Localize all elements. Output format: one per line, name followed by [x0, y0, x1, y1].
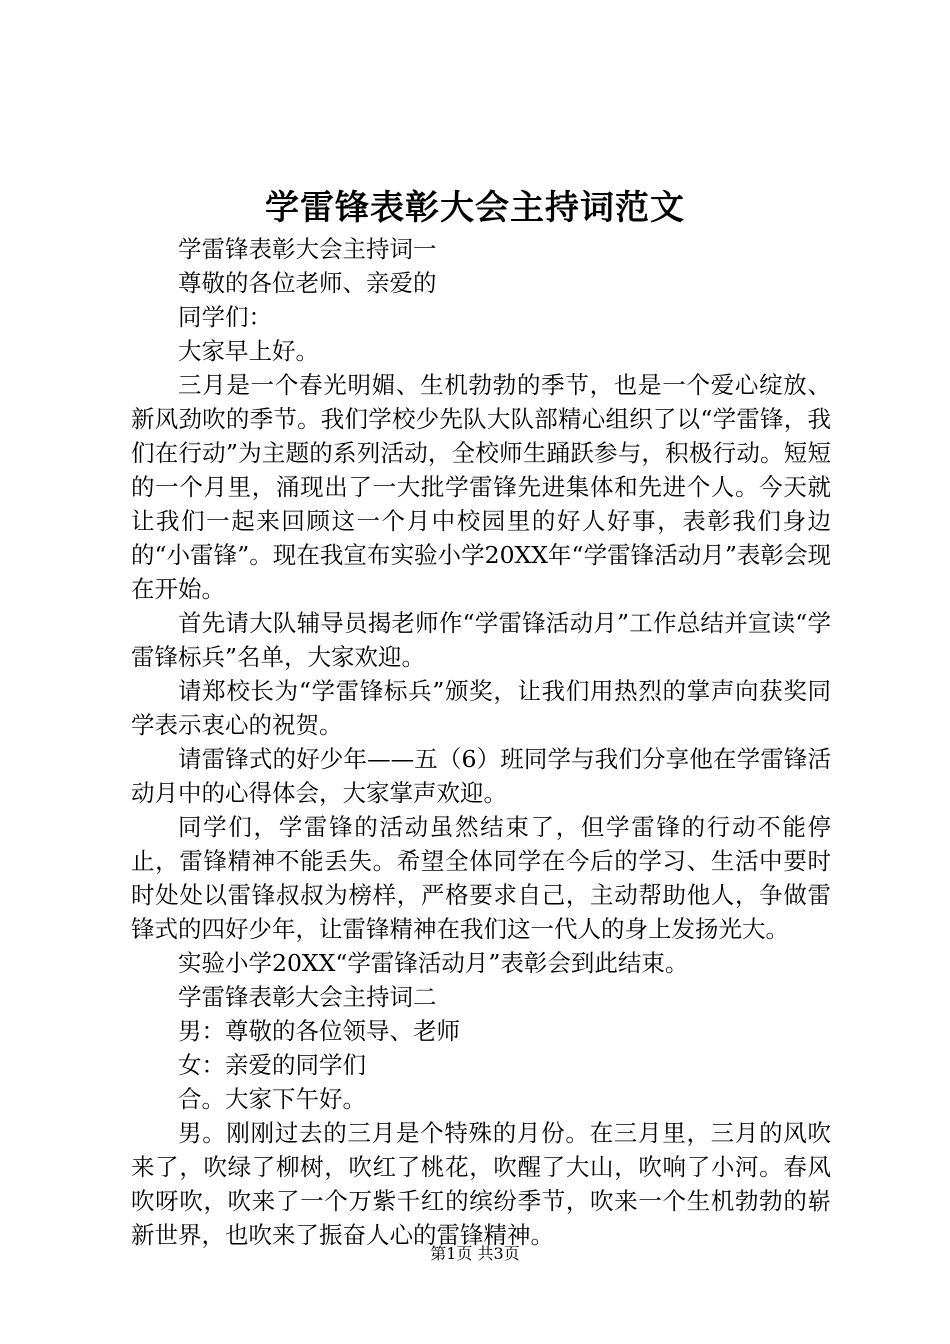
document-title: 学雷锋表彰大会主持词范文: [265, 188, 685, 228]
page-footer: 第1页 共3页: [430, 1244, 520, 1263]
paragraph: 三月是一个春光明媚、生机勃勃的季节，也是一个爱心绽放、新风劲吹的季节。我们学校少先队大队部精心组织了以“学雷锋，我们在行动”为主题的系列活动，全校师生踊跃参与，积极行动。短短的一个月里，涌现出了一大批学雷锋先进集体和先进个人。今天就让我们一起来回顾这一个月中校园里的好人好事，表彰我们身边的“小雷锋”。现在我宣布实验小学20XX年“学雷锋活动月”表彰会现在开始。: [131, 371, 831, 603]
paragraph: 女：亲爱的同学们: [178, 1051, 366, 1079]
paragraph: 学雷锋表彰大会主持词二: [178, 983, 437, 1011]
paragraph: 学雷锋表彰大会主持词一: [178, 235, 437, 263]
paragraph: 首先请大队辅导员揭老师作“学雷锋活动月”工作总结并宣读“学雷锋标兵”名单，大家欢迎。: [131, 609, 831, 671]
document-body: [131, 232, 831, 1252]
paragraph: 合。大家下午好。: [178, 1085, 366, 1113]
paragraph: 男：尊敬的各位领导、老师: [178, 1017, 460, 1045]
paragraph: 同学们：: [178, 303, 272, 331]
paragraph: 大家早上好。: [178, 337, 319, 365]
paragraph: 实验小学20XX“学雷锋活动月”表彰会到此结束。: [178, 949, 689, 977]
paragraph: 男。刚刚过去的三月是个特殊的月份。在三月里，三月的风吹来了，吹绿了柳树，吹红了桃花，吹醒了大山，吹响了小河。春风吹呀吹，吹来了一个万紫千红的缤纷季节，吹来一个生机勃勃的崭新世界，也吹来了振奋人心的雷锋精神。: [131, 1119, 831, 1249]
paragraph: 请郑校长为“学雷锋标兵”颁奖，让我们用热烈的掌声向获奖同学表示衷心的祝贺。: [131, 677, 831, 739]
paragraph: 同学们，学雷锋的活动虽然结束了，但学雷锋的行动不能停止，雷锋精神不能丢失。希望全体同学在今后的学习、生活中要时时处处以雷锋叔叔为榜样，严格要求自己，主动帮助他人，争做雷锋式的四好少年，让雷锋精神在我们这一代人的身上发扬光大。: [131, 813, 831, 943]
paragraph: 尊敬的各位老师、亲爱的: [178, 269, 437, 297]
paragraph: 请雷锋式的好少年——五（6）班同学与我们分享他在学雷锋活动月中的心得体会，大家掌声欢迎。: [131, 745, 831, 807]
